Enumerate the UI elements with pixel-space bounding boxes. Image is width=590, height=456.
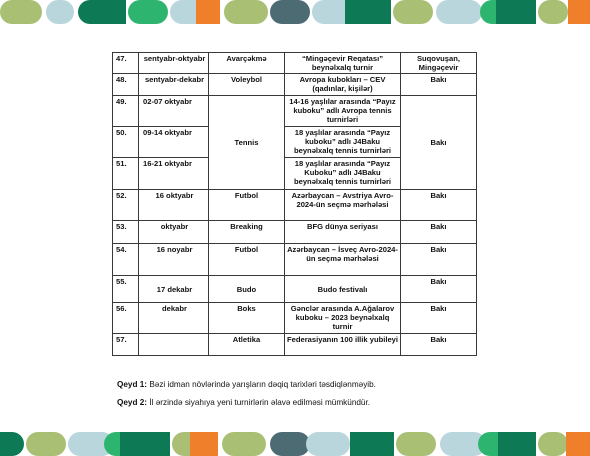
row-event: “Mingəçevir Reqatası” beynəlxalq turnir (285, 53, 401, 74)
row-event: Azərbaycan – İsveç Avro-2024-ün seçmə mərhələsi (285, 244, 401, 276)
row-date: 16-21 oktyabr (139, 158, 209, 190)
table-row (113, 221, 477, 244)
table-row (113, 276, 477, 303)
table-row (113, 303, 477, 334)
row-venue: Bakı (401, 74, 477, 96)
row-number: 52. (113, 190, 139, 221)
row-date (139, 334, 209, 356)
note-2 (117, 398, 370, 407)
row-number: 50. (113, 127, 139, 158)
row-venue: Bakı (401, 276, 477, 303)
row-number: 57. (113, 334, 139, 356)
row-number: 54. (113, 244, 139, 276)
row-number: 53. (113, 221, 139, 244)
row-sport: Atletika (209, 334, 285, 356)
row-event: 18 yaşlılar arasında “Payız kuboku” adlı J4Baku beynəlxalq tennis turnirləri (285, 127, 401, 158)
row-number: 56. (113, 303, 139, 334)
row-number: 51. (113, 158, 139, 190)
row-sport: Boks (209, 303, 285, 334)
row-date: dekabr (139, 303, 209, 334)
table-row (113, 334, 477, 356)
row-venue: Bakı (401, 221, 477, 244)
row-sport: Tennis (209, 96, 285, 190)
note-2-label: Qeyd 2: (117, 398, 148, 407)
decorative-header-band (0, 0, 590, 24)
row-sport: Futbol (209, 244, 285, 276)
table-row (113, 53, 477, 74)
row-date: 17 dekabr (139, 276, 209, 303)
row-date: 16 oktyabr (139, 190, 209, 221)
row-date: oktyabr (139, 221, 209, 244)
row-event: Avropa kubokları – CEV (qadınlar, kişilər) (285, 74, 401, 96)
row-date: 09-14 oktyabr (139, 127, 209, 158)
row-sport: Budo (209, 276, 285, 303)
note-1-label: Qeyd 1: (117, 380, 148, 389)
row-date: sentyabr-oktyabr (139, 53, 209, 74)
row-sport: Avarçəkmə (209, 53, 285, 74)
row-number: 55. (113, 276, 139, 303)
note-2-text: İl ərzində siyahıya yeni turnirlərin əlavə edilməsi mümkündür. (147, 398, 371, 407)
row-sport: Breaking (209, 221, 285, 244)
row-venue: Bakı (401, 96, 477, 190)
row-number: 48. (113, 74, 139, 96)
row-date: sentyabr-dekabr (139, 74, 209, 96)
row-event: Federasiyanın 100 illik yubileyi (285, 334, 401, 356)
row-event: 14-16 yaşlılar arasında “Payız kuboku” adlı Avropa tennis turnirləri (285, 96, 401, 127)
note-1 (117, 380, 376, 389)
table-row (113, 244, 477, 276)
row-date: 02-07 oktyabr (139, 96, 209, 127)
table-row (113, 190, 477, 221)
row-event: 18 yaşlılar arasında “Payız Kuboku” adlı J4Baku beynəlxalq tennis turnirləri (285, 158, 401, 190)
row-event: BFG dünya seriyası (285, 221, 401, 244)
row-venue: Suqovuşan, Mingəçevir (401, 53, 477, 74)
row-event: Azərbaycan – Avstriya Avro-2024-ün seçmə mərhələsi (285, 190, 401, 221)
row-sport: Futbol (209, 190, 285, 221)
row-number: 49. (113, 96, 139, 127)
row-number: 47. (113, 53, 139, 74)
events-table (112, 52, 477, 356)
row-venue: Bakı (401, 190, 477, 221)
row-venue: Bakı (401, 303, 477, 334)
table-row (113, 74, 477, 96)
row-event: Budo festivalı (285, 276, 401, 303)
row-venue: Bakı (401, 334, 477, 356)
table-row (113, 96, 477, 127)
decorative-footer-band (0, 432, 590, 456)
row-venue: Bakı (401, 244, 477, 276)
note-1-text: Bəzi idman növlərində yarışların dəqiq tarixləri təsdiqlənməyib. (147, 380, 376, 389)
row-sport: Voleybol (209, 74, 285, 96)
row-event: Gənclər arasında A.Ağalarov kuboku – 2023 beynəlxalq turnir (285, 303, 401, 334)
row-date: 16 noyabr (139, 244, 209, 276)
